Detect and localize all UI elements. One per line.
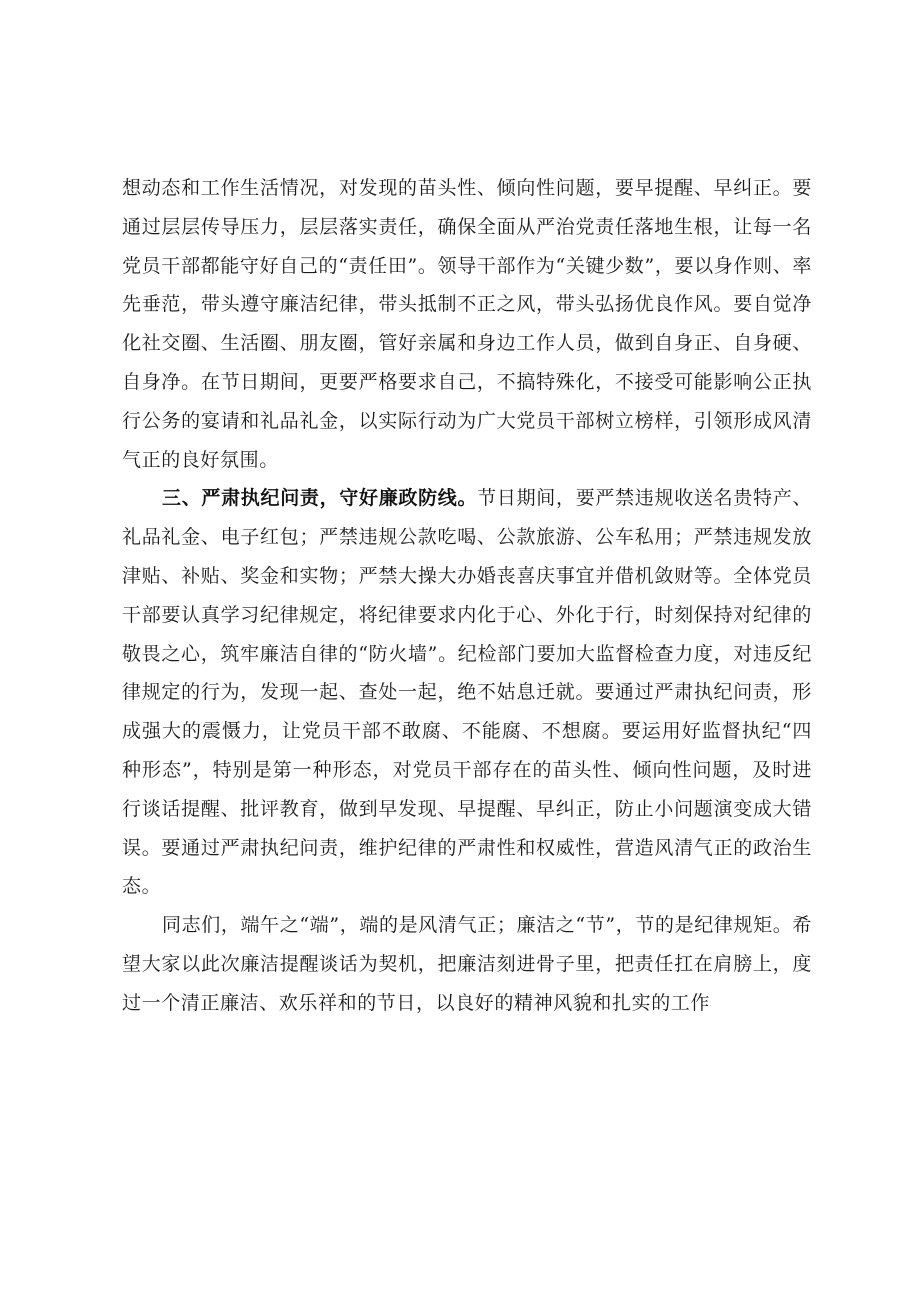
- paragraph-closing: [122, 906, 812, 1022]
- document-body: [122, 169, 812, 1023]
- paragraph-text: 节日期间，要严禁违规收送名贵特产、礼品礼金、电子红包；严禁违规公款吃喝、公款旅游、公车私用；严禁违规发放津贴、补贴、奖金和实物；严禁大操大办婚丧喜庆事宜并借机敛财等。全体党员干部要认真学习纪律规定，将纪律要求内化于心、外化于行，时刻保持对纪律的敬畏之心，筑牢廉洁自律的“防火墙”。纪检部门要加大监督检查力度，对违反纪律规定的行为，发现一起、查处一起，绝不姑息迁就。要通过严肃执纪问责，形成强大的震慑力，让党员干部不敢腐、不能腐、不想腐。要运用好监督执纪“四种形态”，特别是第一种形态，对党员干部存在的苗头性、倾向性问题，及时进行谈话提醒、批评教育，做到早发现、早提醒、早纠正，防止小问题演变成大错误。要通过严肃执纪问责，维护纪律的严肃性和权威性，营造风清气正的政治生态。: [122, 487, 812, 898]
- paragraph-text: 想动态和工作生活情况，对发现的苗头性、倾向性问题，要早提醒、早纠正。要通过层层传导压力，层层落实责任，确保全面从严治党责任落地生根，让每一名党员干部都能守好自己的“责任田”。领导干部作为“关键少数”，要以身作则、率先垂范，带头遵守廉洁纪律，带头抵制不正之风，带头弘扬优良作风。要自觉净化社交圈、生活圈、朋友圈，管好亲属和身边工作人员，做到自身正、自身硬、自身净。在节日期间，更要严格要求自己，不搞特殊化，不接受可能影响公正执行公务的宴请和礼品礼金，以实际行动为广大党员干部树立榜样，引领形成风清气正的良好氛围。: [122, 177, 812, 471]
- paragraph-section-three: [122, 479, 812, 906]
- paragraph-text: 同志们，端午之“端”，端的是风清气正；廉洁之“节”，节的是纪律规矩。希望大家以此次廉洁提醒谈话为契机，把廉洁刻进骨子里，把责任扛在肩膀上，度过一个清正廉洁、欢乐祥和的节日，以良好的精神风貌和扎实的工作: [122, 914, 812, 1014]
- paragraph-continued: [122, 169, 812, 479]
- section-heading: 三、严肃执纪问责，守好廉政防线。: [162, 487, 478, 510]
